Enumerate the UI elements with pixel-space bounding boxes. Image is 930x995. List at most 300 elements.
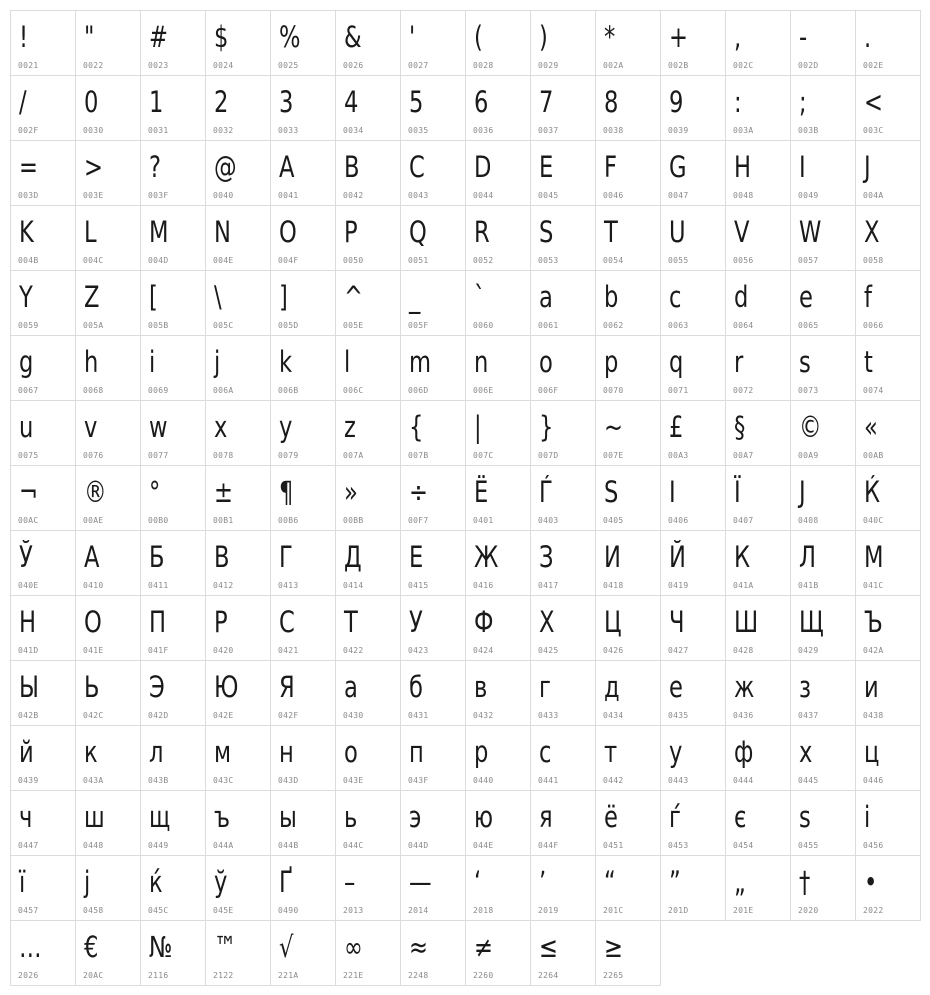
glyph-cell (790, 790, 856, 856)
glyph-char: w (149, 410, 168, 444)
glyph-code: 044A (213, 841, 234, 850)
glyph-code: 0430 (343, 711, 364, 720)
glyph-char: ш (84, 800, 105, 834)
glyph-char: э (409, 800, 422, 834)
glyph-cell (335, 335, 401, 401)
glyph-code: 0448 (83, 841, 104, 850)
glyph-cell (530, 530, 596, 596)
glyph-code: 221E (343, 971, 364, 980)
glyph-char: ц (864, 735, 880, 769)
glyph-code: 0047 (668, 191, 689, 200)
glyph-cell (10, 335, 76, 401)
glyph-code: 0063 (668, 321, 689, 330)
glyph-char: R (474, 215, 490, 249)
glyph-code: 0438 (863, 711, 884, 720)
glyph-code: 043B (148, 776, 169, 785)
glyph-char: V (734, 215, 750, 249)
glyph-cell (465, 75, 531, 141)
glyph-char: Щ (799, 605, 824, 639)
glyph-char: % (279, 20, 301, 54)
glyph-code: 041D (18, 646, 39, 655)
glyph-code: 0425 (538, 646, 559, 655)
glyph-cell (270, 400, 336, 466)
glyph-cell (660, 335, 726, 401)
glyph-cell (75, 335, 141, 401)
glyph-code: 0038 (603, 126, 624, 135)
glyph-code: 00A9 (798, 451, 819, 460)
glyph-char: у (669, 735, 683, 769)
glyph-cell (530, 855, 596, 921)
glyph-char: @ (214, 150, 237, 184)
glyph-cell (400, 790, 466, 856)
glyph-code: 0442 (603, 776, 624, 785)
glyph-code: 00A3 (668, 451, 689, 460)
glyph-char: Ю (214, 670, 239, 704)
glyph-code: 044C (343, 841, 364, 850)
glyph-cell (270, 595, 336, 661)
glyph-code: 2020 (798, 906, 819, 915)
glyph-cell (855, 205, 921, 271)
glyph-cell (75, 205, 141, 271)
glyph-char: s (799, 345, 811, 379)
glyph-char: C (409, 150, 425, 184)
glyph-cell (400, 205, 466, 271)
glyph-char: < (864, 85, 883, 119)
glyph-cell (10, 205, 76, 271)
glyph-code: 201D (668, 906, 689, 915)
glyph-char: Й (669, 540, 686, 574)
glyph-cell (530, 790, 596, 856)
glyph-code: 005F (408, 321, 429, 330)
glyph-cell (725, 400, 791, 466)
glyph-code: 007C (473, 451, 494, 460)
glyph-char: g (19, 345, 34, 379)
glyph-code: 045E (213, 906, 234, 915)
glyph-code: 0446 (863, 776, 884, 785)
glyph-char: И (604, 540, 621, 574)
glyph-cell (660, 855, 726, 921)
glyph-char: I (799, 150, 806, 184)
glyph-code: 002E (863, 61, 884, 70)
glyph-cell (205, 920, 271, 986)
glyph-code: 0414 (343, 581, 364, 590)
glyph-cell (790, 75, 856, 141)
glyph-cell (725, 140, 791, 206)
glyph-code: 0031 (148, 126, 169, 135)
glyph-char: S (539, 215, 554, 249)
glyph-char: l (344, 345, 351, 379)
glyph-cell (595, 140, 661, 206)
glyph-code: 0034 (343, 126, 364, 135)
glyph-cell (725, 725, 791, 791)
glyph-code: 0058 (863, 256, 884, 265)
glyph-cell (530, 205, 596, 271)
glyph-code: 043A (83, 776, 104, 785)
glyph-code: 20AC (83, 971, 104, 980)
glyph-code: 2014 (408, 906, 429, 915)
glyph-code: 2264 (538, 971, 559, 980)
glyph-char: h (84, 345, 99, 379)
glyph-char: Q (409, 215, 427, 249)
glyph-cell (140, 335, 206, 401)
glyph-code: 041B (798, 581, 819, 590)
glyph-cell (530, 75, 596, 141)
glyph-char: П (149, 605, 167, 639)
glyph-code: 006F (538, 386, 559, 395)
glyph-code: 0405 (603, 516, 624, 525)
glyph-cell (660, 400, 726, 466)
glyph-cell (205, 270, 271, 336)
glyph-code: 002C (733, 61, 754, 70)
glyph-cell (465, 855, 531, 921)
glyph-cell (270, 725, 336, 791)
glyph-char: ј (84, 865, 91, 899)
glyph-char: ∞ (344, 930, 363, 964)
glyph-code: 0422 (343, 646, 364, 655)
glyph-cell (725, 205, 791, 271)
glyph-char: ¬ (19, 475, 38, 509)
glyph-cell (790, 855, 856, 921)
glyph-code: 0419 (668, 581, 689, 590)
glyph-char: № (149, 930, 173, 964)
glyph-code: 042F (278, 711, 299, 720)
glyph-code: 0033 (278, 126, 299, 135)
glyph-code: 0427 (668, 646, 689, 655)
glyph-cell (465, 790, 531, 856)
glyph-cell (530, 465, 596, 531)
glyph-char: + (669, 20, 688, 54)
glyph-code: 201C (603, 906, 624, 915)
glyph-code: 002B (668, 61, 689, 70)
glyph-char: Ф (474, 605, 494, 639)
glyph-cell (75, 465, 141, 531)
glyph-code: 0423 (408, 646, 429, 655)
glyph-cell (790, 595, 856, 661)
glyph-cell (140, 725, 206, 791)
glyph-char: х (799, 735, 813, 769)
glyph-cell (205, 595, 271, 661)
glyph-cell (790, 465, 856, 531)
glyph-char: N (214, 215, 231, 249)
glyph-cell (335, 790, 401, 856)
glyph-cell (140, 205, 206, 271)
glyph-char: L (84, 215, 97, 249)
glyph-code: 0023 (148, 61, 169, 70)
glyph-cell (725, 465, 791, 531)
glyph-cell (400, 465, 466, 531)
glyph-char: т (604, 735, 618, 769)
glyph-cell (465, 335, 531, 401)
glyph-code: 002F (18, 126, 39, 135)
glyph-char: u (19, 410, 34, 444)
glyph-code: 003B (798, 126, 819, 135)
glyph-char: W (799, 215, 822, 249)
glyph-char: q (669, 345, 684, 379)
glyph-char: & (344, 20, 362, 54)
glyph-char: # (149, 20, 168, 54)
glyph-code: 042D (148, 711, 169, 720)
glyph-code: 0444 (733, 776, 754, 785)
glyph-code: 00F7 (408, 516, 429, 525)
glyph-code: 0074 (863, 386, 884, 395)
glyph-char: = (19, 150, 38, 184)
glyph-code: 2022 (863, 906, 884, 915)
glyph-cell (595, 855, 661, 921)
glyph-code: 2248 (408, 971, 429, 980)
glyph-code: 043D (278, 776, 299, 785)
glyph-char: D (474, 150, 492, 184)
glyph-code: 0403 (538, 516, 559, 525)
glyph-code: 0025 (278, 61, 299, 70)
glyph-char: o (539, 345, 553, 379)
glyph-code: 0059 (18, 321, 39, 330)
glyph-char: \ (214, 280, 222, 314)
glyph-char: м (214, 735, 232, 769)
glyph-code: 005B (148, 321, 169, 330)
glyph-cell (530, 595, 596, 661)
glyph-code: 0032 (213, 126, 234, 135)
glyph-cell (855, 75, 921, 141)
glyph-cell (140, 595, 206, 661)
glyph-code: 0443 (668, 776, 689, 785)
glyph-cell (595, 205, 661, 271)
glyph-char: ’ (539, 865, 547, 899)
glyph-cell (465, 660, 531, 726)
glyph-cell (140, 400, 206, 466)
glyph-code: 0408 (798, 516, 819, 525)
glyph-cell (725, 270, 791, 336)
glyph-cell (790, 530, 856, 596)
glyph-code: 0421 (278, 646, 299, 655)
glyph-code: 0035 (408, 126, 429, 135)
glyph-cell (595, 270, 661, 336)
glyph-char: P (344, 215, 358, 249)
glyph-char: В (214, 540, 230, 574)
glyph-cell (660, 75, 726, 141)
glyph-cell (335, 920, 401, 986)
glyph-char: в (474, 670, 488, 704)
glyph-cell (140, 530, 206, 596)
glyph-char: ч (19, 800, 33, 834)
glyph-cell (335, 400, 401, 466)
glyph-code: 040C (863, 516, 884, 525)
glyph-code: 0024 (213, 61, 234, 70)
glyph-cell (660, 660, 726, 726)
glyph-cell (140, 10, 206, 76)
glyph-char: ж (734, 670, 755, 704)
glyph-cell (205, 530, 271, 596)
glyph-code: 0030 (83, 126, 104, 135)
glyph-char: 3 (279, 85, 294, 119)
glyph-code: 00AE (83, 516, 104, 525)
glyph-code: 042E (213, 711, 234, 720)
glyph-char: M (149, 215, 169, 249)
glyph-code: 0026 (343, 61, 364, 70)
glyph-char: р (474, 735, 489, 769)
glyph-code: 0052 (473, 256, 494, 265)
glyph-char: E (539, 150, 554, 184)
glyph-code: 0040 (213, 191, 234, 200)
glyph-code: 0057 (798, 256, 819, 265)
glyph-cell (335, 465, 401, 531)
glyph-char: Н (19, 605, 37, 639)
glyph-char: 6 (474, 85, 489, 119)
glyph-cell (75, 920, 141, 986)
glyph-cell (790, 335, 856, 401)
glyph-cell (855, 725, 921, 791)
glyph-code: 005D (278, 321, 299, 330)
glyph-cell (400, 920, 466, 986)
glyph-code: 0055 (668, 256, 689, 265)
glyph-char: ‘ (474, 865, 482, 899)
glyph-cell (75, 270, 141, 336)
glyph-cell (530, 660, 596, 726)
glyph-code: 007A (343, 451, 364, 460)
glyph-char: - (799, 20, 808, 54)
glyph-cell (465, 725, 531, 791)
glyph-cell (270, 335, 336, 401)
glyph-char: ÷ (409, 475, 428, 509)
glyph-char: я (539, 800, 553, 834)
glyph-code: 0029 (538, 61, 559, 70)
glyph-char: ~ (604, 410, 623, 444)
glyph-code: 0045 (538, 191, 559, 200)
glyph-char: O (279, 215, 297, 249)
glyph-char: Я (279, 670, 295, 704)
glyph-cell (595, 660, 661, 726)
glyph-char: Ќ (864, 475, 881, 509)
glyph-code: 2026 (18, 971, 39, 980)
glyph-char: _ (409, 280, 421, 314)
glyph-cell (205, 205, 271, 271)
glyph-char: x (214, 410, 228, 444)
glyph-char: І (669, 475, 676, 509)
glyph-cell (270, 10, 336, 76)
glyph-code: 041A (733, 581, 754, 590)
glyph-char: ≤ (539, 930, 558, 964)
glyph-cell (530, 335, 596, 401)
glyph-code: 003C (863, 126, 884, 135)
glyph-cell (270, 75, 336, 141)
glyph-char: ' (409, 20, 416, 54)
glyph-cell (725, 660, 791, 726)
glyph-char: ; (799, 85, 807, 119)
glyph-char: ” (669, 865, 681, 899)
glyph-char: ` (474, 280, 486, 314)
glyph-cell (465, 205, 531, 271)
glyph-cell (855, 140, 921, 206)
glyph-code: 0075 (18, 451, 39, 460)
glyph-cell (855, 660, 921, 726)
glyph-cell (855, 10, 921, 76)
glyph-code: 0417 (538, 581, 559, 590)
glyph-cell (335, 270, 401, 336)
glyph-cell (530, 920, 596, 986)
glyph-code: 005C (213, 321, 234, 330)
glyph-char: і (864, 800, 871, 834)
glyph-cell (10, 920, 76, 986)
glyph-code: 0021 (18, 61, 39, 70)
glyph-char: к (84, 735, 98, 769)
glyph-char: ) (539, 20, 548, 54)
glyph-cell (530, 400, 596, 466)
glyph-code: 0036 (473, 126, 494, 135)
glyph-code: 0056 (733, 256, 754, 265)
glyph-code: 0435 (668, 711, 689, 720)
glyph-cell (595, 10, 661, 76)
glyph-cell (595, 790, 661, 856)
glyph-char: c (669, 280, 682, 314)
glyph-cell (400, 10, 466, 76)
glyph-char: 1 (149, 85, 164, 119)
glyph-cell (270, 660, 336, 726)
glyph-char: Ў (19, 540, 33, 574)
glyph-cell (10, 465, 76, 531)
glyph-cell (10, 660, 76, 726)
glyph-cell (10, 140, 76, 206)
glyph-char: Т (344, 605, 358, 639)
glyph-char: Х (539, 605, 555, 639)
glyph-cell (595, 335, 661, 401)
glyph-char: a (539, 280, 553, 314)
glyph-char: Е (409, 540, 424, 574)
glyph-char: f (864, 280, 872, 314)
glyph-char: , (734, 20, 742, 54)
glyph-cell (140, 270, 206, 336)
glyph-char: е (669, 670, 683, 704)
glyph-code: 003E (83, 191, 104, 200)
glyph-char: 2 (214, 85, 229, 119)
glyph-code: 007D (538, 451, 559, 460)
glyph-char: Ч (669, 605, 685, 639)
glyph-char: . (864, 20, 872, 54)
glyph-cell (790, 10, 856, 76)
glyph-char: Э (149, 670, 165, 704)
glyph-char: Z (84, 280, 100, 314)
glyph-code: 221A (278, 971, 299, 980)
glyph-code: 0411 (148, 581, 169, 590)
glyph-char: > (84, 150, 103, 184)
glyph-char: – (344, 865, 356, 899)
glyph-cell (335, 75, 401, 141)
glyph-char: 7 (539, 85, 554, 119)
glyph-char: £ (669, 410, 684, 444)
glyph-char: Ы (19, 670, 39, 704)
glyph-cell (75, 790, 141, 856)
glyph-code: 00A7 (733, 451, 754, 460)
glyph-char: ≠ (474, 930, 493, 964)
glyph-cell (10, 400, 76, 466)
glyph-cell (205, 790, 271, 856)
glyph-char: Ъ (864, 605, 883, 639)
glyph-code: 006D (408, 386, 429, 395)
glyph-cell (205, 855, 271, 921)
glyph-char: v (84, 410, 98, 444)
glyph-code: 0431 (408, 711, 429, 720)
glyph-cell (855, 790, 921, 856)
glyph-code: 0037 (538, 126, 559, 135)
glyph-code: 0069 (148, 386, 169, 395)
glyph-code: 00B0 (148, 516, 169, 525)
glyph-cell (75, 530, 141, 596)
glyph-char: 8 (604, 85, 619, 119)
glyph-char: 9 (669, 85, 684, 119)
glyph-char: щ (149, 800, 171, 834)
glyph-cell (140, 75, 206, 141)
glyph-code: 0043 (408, 191, 429, 200)
glyph-code: 007B (408, 451, 429, 460)
glyph-code: 0079 (278, 451, 299, 460)
